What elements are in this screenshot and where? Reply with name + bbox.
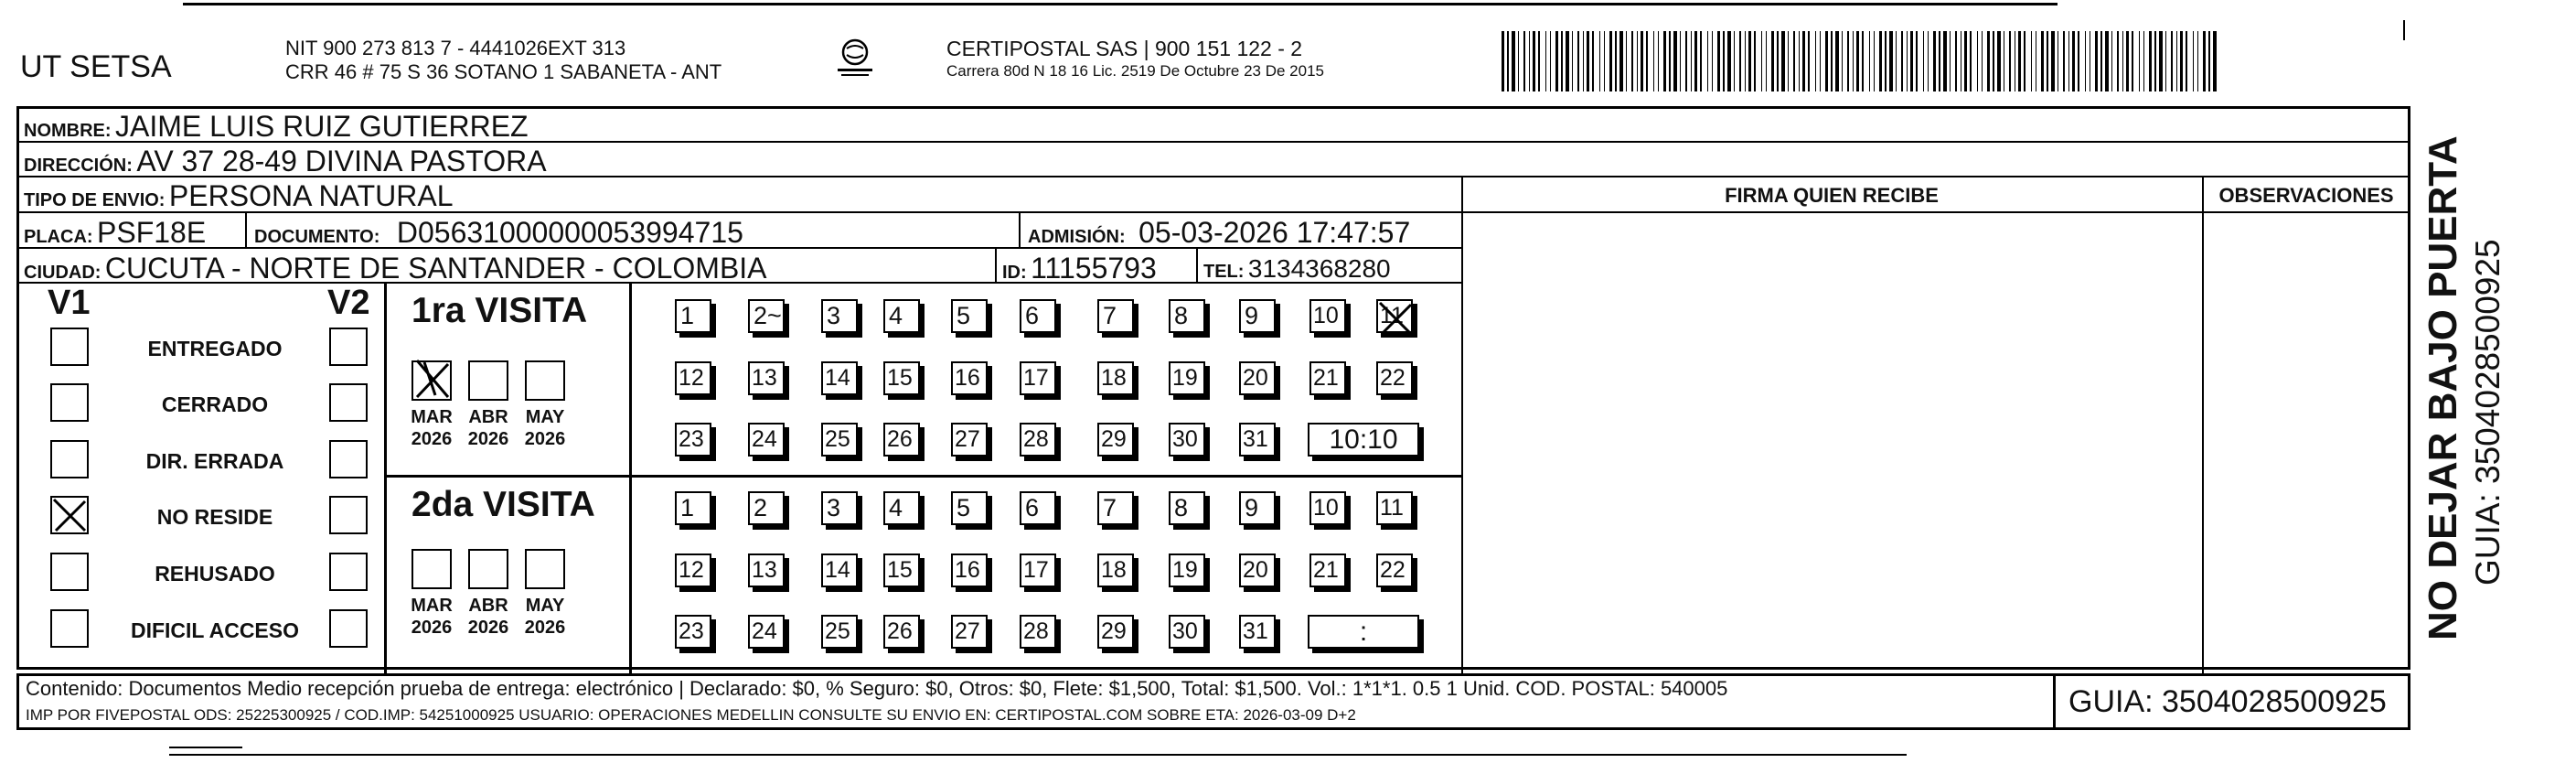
month-label: MAY 2026 xyxy=(524,407,566,449)
v1-checkbox[interactable] xyxy=(50,609,89,648)
day-29-checkbox[interactable]: 29 xyxy=(1097,423,1134,457)
tipo-row xyxy=(24,179,454,213)
day-9-checkbox[interactable]: 9 xyxy=(1239,491,1276,525)
certipostal-logo xyxy=(834,37,876,79)
time-field[interactable]: 10:10 xyxy=(1308,423,1419,457)
status-label: DIR. ERRADA xyxy=(145,449,284,473)
admision-value: 05-03-2026 17:47:57 xyxy=(1138,216,1411,249)
footer-contenido: Contenido: Documentos Medio recepción prueba de entrega: electrónico | Declarado: $0, % Seguro: $0, Otros: $0, Flete: $1,500, Total: $1,500. Vol.: 1*1*1. 0.5 1 Unid. COD. POSTAL: 540005 xyxy=(26,677,1728,700)
v1-checkbox[interactable] xyxy=(50,383,89,422)
day-26-checkbox[interactable]: 26 xyxy=(883,615,920,649)
v2-label: V2 xyxy=(327,284,370,322)
status-label: ENTREGADO xyxy=(147,337,283,360)
v2-checkbox[interactable] xyxy=(329,609,368,648)
nombre-value: JAIME LUIS RUIZ GUTIERREZ xyxy=(115,110,529,143)
footer-guia: GUIA: 3504028500925 xyxy=(2068,684,2387,719)
visit-divider xyxy=(384,475,1461,478)
day-20-checkbox[interactable]: 20 xyxy=(1239,361,1276,395)
top-border-line xyxy=(183,3,2058,5)
bottom-line xyxy=(169,754,1907,756)
day-21-checkbox[interactable]: 21 xyxy=(1309,361,1346,395)
v1-checkbox[interactable] xyxy=(50,328,89,366)
day-7-checkbox[interactable]: 7 xyxy=(1097,299,1134,333)
tel-row xyxy=(1203,254,1391,284)
month-checkbox[interactable] xyxy=(525,360,565,401)
month-label: MAY 2026 xyxy=(524,596,566,638)
id-value: 11155793 xyxy=(1031,252,1157,285)
ciudad-label: CIUDAD: xyxy=(24,263,102,283)
day-16-checkbox[interactable]: 16 xyxy=(951,553,988,587)
day-31-checkbox[interactable]: 31 xyxy=(1239,423,1276,457)
company-name: UT SETSA xyxy=(20,49,172,84)
v2-checkbox[interactable] xyxy=(329,496,368,534)
day-17-checkbox[interactable]: 17 xyxy=(1020,553,1056,587)
side-guia: GUIA: 3504028500925 xyxy=(2469,239,2507,586)
admision-label: ADMISIÓN: xyxy=(1028,227,1126,247)
placa-row xyxy=(24,216,206,250)
nombre-label: NOMBRE: xyxy=(24,121,112,141)
day-28-checkbox[interactable]: 28 xyxy=(1020,615,1056,649)
no-dejar-bajo-puerta: NO DEJAR BAJO PUERTA xyxy=(2421,135,2465,640)
ciudad-row xyxy=(24,252,767,285)
time-field[interactable]: : xyxy=(1308,615,1419,649)
day-8-checkbox[interactable]: 8 xyxy=(1169,491,1205,525)
day-28-checkbox[interactable]: 28 xyxy=(1020,423,1056,457)
tel-label: TEL: xyxy=(1203,262,1245,282)
month-checkbox[interactable] xyxy=(468,549,508,589)
day-11-checkbox[interactable]: 11 xyxy=(1376,491,1413,525)
day-11-checkbox[interactable]: 11 xyxy=(1376,299,1413,333)
day-12-checkbox[interactable]: 12 xyxy=(675,553,711,587)
day-2-checkbox[interactable]: 2 xyxy=(748,491,785,525)
bottom-line xyxy=(169,747,242,748)
day-13-checkbox[interactable]: 13 xyxy=(748,361,785,395)
day-24-checkbox[interactable]: 24 xyxy=(748,423,785,457)
footer-imp: IMP POR FIVEPOSTAL ODS: 25225300925 / COD.IMP: 54251000925 USUARIO: OPERACIONES MEDELLIN CONSULTE SU ENVIO EN: CERTIPOSTAL.COM SOBRE ETA: 2026-03-09 D+2 xyxy=(26,706,1356,724)
day-5-checkbox[interactable]: 5 xyxy=(951,491,988,525)
day-31-checkbox[interactable]: 31 xyxy=(1239,615,1276,649)
day-23-checkbox[interactable]: 23 xyxy=(675,423,711,457)
tel-value: 3134368280 xyxy=(1247,254,1391,283)
v2-checkbox[interactable] xyxy=(329,328,368,366)
tipo-label: TIPO DE ENVIO: xyxy=(24,190,166,210)
v2-checkbox[interactable] xyxy=(329,553,368,591)
day-4-checkbox[interactable]: 4 xyxy=(883,491,920,525)
status-label: REHUSADO xyxy=(155,562,275,586)
status-label: CERRADO xyxy=(161,392,269,416)
visit2-title: 2da VISITA xyxy=(412,485,595,524)
day-30-checkbox[interactable]: 30 xyxy=(1169,423,1205,457)
id-label: ID: xyxy=(1002,263,1027,283)
address-line: CRR 46 # 75 S 36 SOTANO 1 SABANETA - ANT xyxy=(285,60,722,83)
license-line: Carrera 80d N 18 16 Lic. 2519 De Octubre 23 De 2015 xyxy=(946,62,1324,80)
month-checkbox[interactable] xyxy=(525,549,565,589)
v1-checkbox[interactable] xyxy=(50,440,89,478)
day-18-checkbox[interactable]: 18 xyxy=(1097,361,1134,395)
day-14-checkbox[interactable]: 14 xyxy=(821,553,858,587)
day-13-checkbox[interactable]: 13 xyxy=(748,553,785,587)
v1-checkbox[interactable] xyxy=(50,496,89,534)
tipo-value: PERSONA NATURAL xyxy=(168,179,454,212)
day-12-checkbox[interactable]: 12 xyxy=(675,361,711,395)
status-label: NO RESIDE xyxy=(156,505,273,529)
day-3-checkbox[interactable]: 3 xyxy=(821,491,858,525)
direccion-value: AV 37 28-49 DIVINA PASTORA xyxy=(136,145,547,177)
day-2-checkbox[interactable]: 2~ xyxy=(748,299,785,333)
day-25-checkbox[interactable]: 25 xyxy=(821,615,858,649)
month-checkbox[interactable] xyxy=(468,360,508,401)
nombre-row xyxy=(24,110,529,144)
month-label: ABR 2026 xyxy=(467,596,509,638)
day-24-checkbox[interactable]: 24 xyxy=(748,615,785,649)
day-3-checkbox[interactable]: 3 xyxy=(821,299,858,333)
day-16-checkbox[interactable]: 16 xyxy=(951,361,988,395)
documento-row xyxy=(254,216,743,250)
placa-value: PSF18E xyxy=(97,216,207,249)
status-divider xyxy=(384,282,387,673)
day-27-checkbox[interactable]: 27 xyxy=(951,615,988,649)
footer-guia-divider xyxy=(2053,673,2056,730)
day-22-checkbox[interactable]: 22 xyxy=(1376,361,1413,395)
corner-tick xyxy=(2403,20,2405,40)
day-6-checkbox[interactable]: 6 xyxy=(1020,299,1056,333)
v2-checkbox[interactable] xyxy=(329,440,368,478)
day-6-checkbox[interactable]: 6 xyxy=(1020,491,1056,525)
status-label: DIFICIL ACCESO xyxy=(130,618,299,642)
documento-value: D05631000000053994715 xyxy=(396,216,743,249)
day-14-checkbox[interactable]: 14 xyxy=(821,361,858,395)
v1-label: V1 xyxy=(48,284,91,322)
admision-row xyxy=(1028,216,1410,250)
day-9-checkbox[interactable]: 9 xyxy=(1239,299,1276,333)
id-row xyxy=(1002,252,1157,285)
nit-line: NIT 900 273 813 7 - 4441026EXT 313 xyxy=(285,37,626,59)
barcode xyxy=(1500,31,2222,91)
cell-divider xyxy=(1019,211,1021,247)
day-22-checkbox[interactable]: 22 xyxy=(1376,553,1413,587)
day-19-checkbox[interactable]: 19 xyxy=(1169,553,1205,587)
month-label: MAR 2026 xyxy=(411,407,453,449)
day-4-checkbox[interactable]: 4 xyxy=(883,299,920,333)
day-18-checkbox[interactable]: 18 xyxy=(1097,553,1134,587)
day-27-checkbox[interactable]: 27 xyxy=(951,423,988,457)
day-20-checkbox[interactable]: 20 xyxy=(1239,553,1276,587)
day-19-checkbox[interactable]: 19 xyxy=(1169,361,1205,395)
day-15-checkbox[interactable]: 15 xyxy=(883,553,920,587)
direccion-label: DIRECCIÓN: xyxy=(24,156,133,176)
day-8-checkbox[interactable]: 8 xyxy=(1169,299,1205,333)
month-label: MAR 2026 xyxy=(411,596,453,638)
month-checkbox[interactable] xyxy=(412,360,452,401)
day-10-checkbox[interactable]: 10 xyxy=(1309,299,1346,333)
day-5-checkbox[interactable]: 5 xyxy=(951,299,988,333)
day-17-checkbox[interactable]: 17 xyxy=(1020,361,1056,395)
day-10-checkbox[interactable]: 10 xyxy=(1309,491,1346,525)
direccion-row xyxy=(24,145,547,178)
firma-label: FIRMA QUIEN RECIBE xyxy=(1725,184,1939,207)
cell-divider xyxy=(995,247,997,282)
day-1-checkbox[interactable]: 1 xyxy=(675,299,711,333)
firma-left-border xyxy=(1461,176,1463,673)
v2-checkbox[interactable] xyxy=(329,383,368,422)
day-25-checkbox[interactable]: 25 xyxy=(821,423,858,457)
day-26-checkbox[interactable]: 26 xyxy=(883,423,920,457)
day-15-checkbox[interactable]: 15 xyxy=(883,361,920,395)
ciudad-value: CUCUTA - NORTE DE SANTANDER - COLOMBIA xyxy=(104,252,767,285)
documento-label: DOCUMENTO: xyxy=(254,227,380,247)
observaciones-label: OBSERVACIONES xyxy=(2218,184,2394,207)
day-1-checkbox[interactable]: 1 xyxy=(675,491,711,525)
cell-divider xyxy=(1196,247,1198,282)
visit1-title: 1ra VISITA xyxy=(412,291,588,330)
month-label: ABR 2026 xyxy=(467,407,509,449)
month-checkbox[interactable] xyxy=(412,549,452,589)
placa-label: PLACA: xyxy=(24,227,93,247)
day-7-checkbox[interactable]: 7 xyxy=(1097,491,1134,525)
day-30-checkbox[interactable]: 30 xyxy=(1169,615,1205,649)
visit-month-divider xyxy=(629,282,632,673)
day-21-checkbox[interactable]: 21 xyxy=(1309,553,1346,587)
certipostal-line: CERTIPOSTAL SAS | 900 151 122 - 2 xyxy=(946,37,1303,60)
cell-divider xyxy=(245,211,247,247)
day-23-checkbox[interactable]: 23 xyxy=(675,615,711,649)
v1-checkbox[interactable] xyxy=(50,553,89,591)
obs-left-border xyxy=(2202,176,2204,673)
day-29-checkbox[interactable]: 29 xyxy=(1097,615,1134,649)
